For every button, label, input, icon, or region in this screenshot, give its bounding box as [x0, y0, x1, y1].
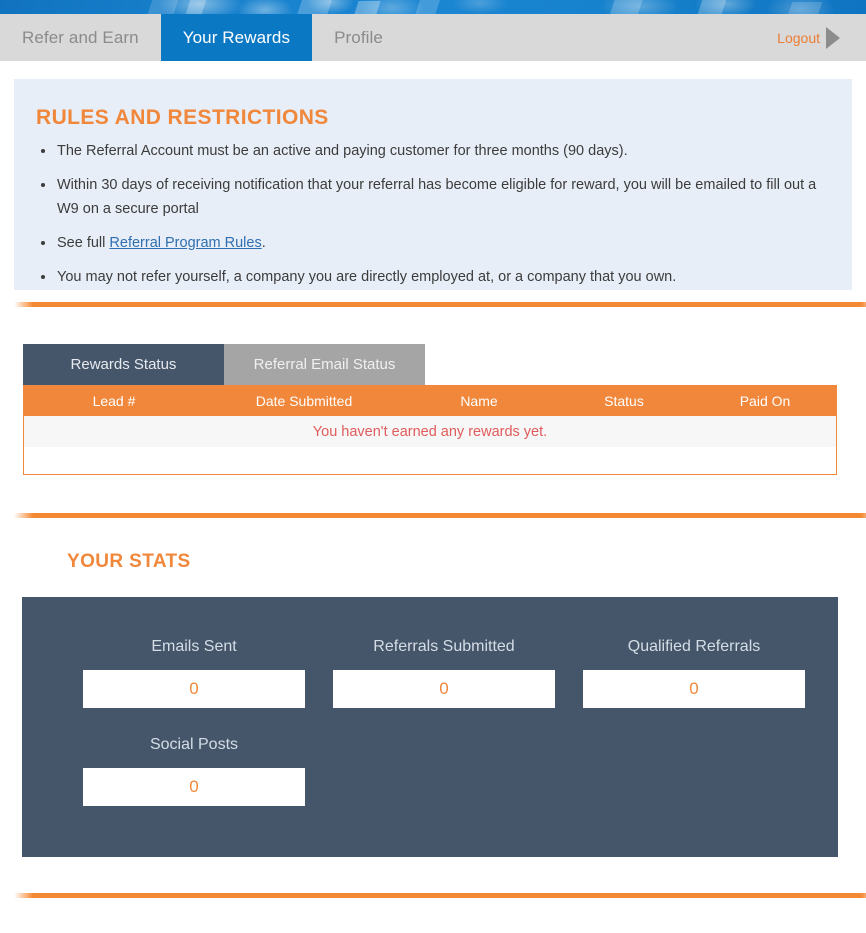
nav-tab-profile[interactable] — [312, 14, 405, 61]
your-stats-panel — [22, 597, 838, 857]
stat-value: 0 — [439, 679, 449, 698]
column-header-status: Status — [604, 392, 644, 409]
your-stats-title: YOUR STATS — [67, 551, 191, 572]
rules-panel-title: RULES AND RESTRICTIONS — [36, 106, 329, 129]
stat-value: 0 — [189, 679, 199, 698]
column-header-name: Name — [460, 392, 498, 409]
rules-and-restrictions-panel — [14, 79, 852, 290]
stat-value-box — [583, 670, 805, 708]
tab-referral-email-status[interactable] — [224, 344, 425, 385]
column-header-date-submitted: Date Submitted — [255, 392, 353, 409]
rewards-table-block — [23, 344, 837, 475]
stat-label: Social Posts — [149, 736, 239, 753]
table-empty-message-row — [24, 416, 836, 447]
stat-label: Referrals Submitted — [373, 638, 515, 655]
table-blank-row — [24, 447, 836, 474]
stat-cell-social-posts — [69, 736, 319, 806]
section-divider-middle — [14, 513, 866, 518]
nav-tab-label: Profile — [334, 27, 383, 47]
logout-button[interactable] — [777, 14, 840, 61]
tab-label: Rewards Status — [70, 356, 177, 373]
tab-rewards-status[interactable] — [23, 344, 224, 385]
rules-list-item — [36, 139, 828, 163]
section-divider-bottom — [14, 893, 866, 898]
rule-text-suffix: . — [261, 235, 266, 251]
referral-program-rules-link[interactable]: Referral Program Rules — [109, 235, 262, 251]
rules-list-item — [36, 173, 828, 221]
rules-list-item — [36, 265, 828, 289]
rule-text: Within 30 days of receiving notification that your referral has become eligible for reward, you will be emailed to fill out a W9 on a secure portal — [57, 177, 817, 217]
tab-label: Referral Email Status — [253, 356, 396, 373]
stat-label: Emails Sent — [151, 638, 237, 655]
stat-cell-emails-sent — [69, 638, 319, 708]
rules-list — [36, 139, 828, 299]
stat-value-box — [83, 670, 305, 708]
column-header-paid-on: Paid On — [739, 392, 791, 409]
nav-tab-list — [0, 14, 405, 61]
arrow-right-icon — [826, 27, 840, 49]
rule-text: You may not refer yourself, a company you are directly employed at, or a company that you own. — [57, 269, 677, 285]
stat-value: 0 — [689, 679, 699, 698]
nav-tab-label: Your Rewards — [182, 27, 291, 47]
logout-label: Logout — [777, 29, 820, 46]
stats-grid — [69, 638, 819, 834]
rewards-tab-list — [23, 344, 837, 385]
stat-cell-referrals-submitted — [319, 638, 569, 708]
main-navigation-bar — [0, 14, 866, 61]
nav-tab-your-rewards[interactable] — [161, 14, 312, 61]
stat-cell-qualified-referrals — [569, 638, 819, 708]
rule-text: The Referral Account must be an active and paying customer for three months (90 days). — [57, 143, 628, 159]
table-header-row — [24, 385, 836, 416]
stat-value-box — [333, 670, 555, 708]
stat-label: Qualified Referrals — [627, 638, 761, 655]
hero-banner-image — [0, 0, 866, 14]
nav-tab-label: Refer and Earn — [22, 27, 139, 47]
column-header-lead-number: Lead # — [92, 392, 136, 409]
rules-list-item — [36, 231, 828, 255]
rule-text-prefix: See full — [57, 235, 110, 251]
section-divider-top — [14, 302, 866, 307]
nav-tab-refer-and-earn[interactable] — [0, 14, 161, 61]
rewards-table — [23, 385, 837, 475]
stat-value: 0 — [189, 777, 199, 796]
stat-value-box — [83, 768, 305, 806]
empty-state-text: You haven't earned any rewards yet. — [312, 423, 548, 440]
